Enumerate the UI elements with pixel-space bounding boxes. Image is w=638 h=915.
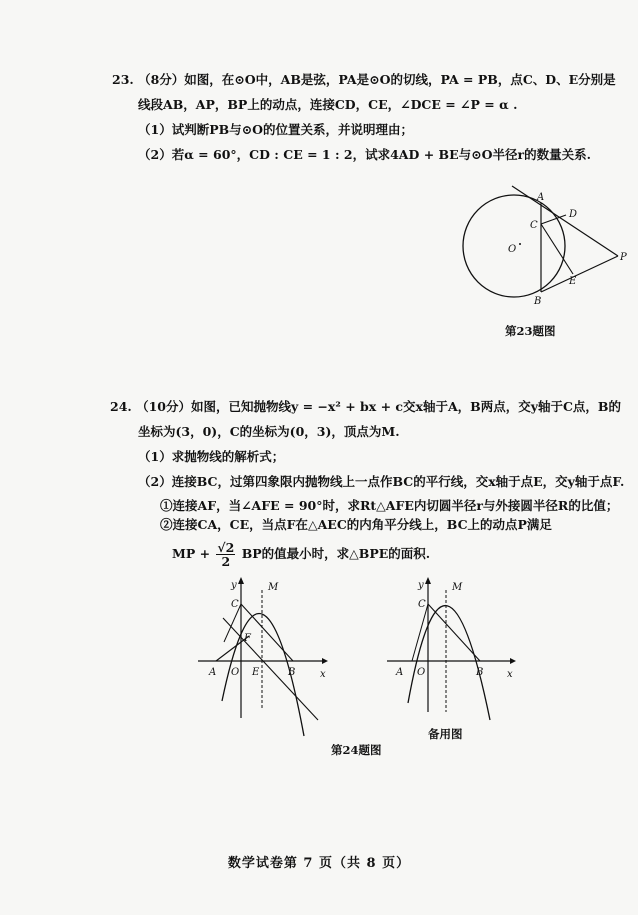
label-x: x <box>320 669 326 680</box>
line-bc <box>428 604 480 661</box>
label-a: A <box>537 192 545 203</box>
q23-part2: （2）若α = 60°，CD : CE = 1 : 2，试求4AD + BE与⊙O半径r的数量关系. <box>138 147 591 162</box>
label-o: O <box>231 667 240 678</box>
q24-sub3-post: BP的值最小时，求△BPE的面积. <box>241 546 431 561</box>
q24-part1: （1）求抛物线的解析式； <box>138 449 285 464</box>
q24-sub3-pre: MP + <box>172 546 211 561</box>
q24-part2: （2）连接BC，过第四象限内抛物线上一点作BC的平行线，交x轴于点E，交y轴于点F. <box>138 474 625 489</box>
label-e: E <box>569 276 577 287</box>
label-b: B <box>534 296 542 307</box>
label-c: C <box>418 599 426 610</box>
label-a: A <box>209 667 217 678</box>
backup-figure-caption: 备用图 <box>428 727 463 741</box>
label-b: B <box>288 667 296 678</box>
label-o: O <box>508 244 517 255</box>
label-b: B <box>476 667 484 678</box>
label-m: M <box>452 582 463 593</box>
y-axis-arrow <box>425 577 431 584</box>
label-e: E <box>252 667 260 678</box>
label-y: y <box>231 580 237 591</box>
x-axis-arrow <box>510 658 516 664</box>
label-a: A <box>396 667 404 678</box>
label-d: D <box>569 209 578 220</box>
q24-text1: （10分）如图，已知抛物线y = −x² + bx + c交x轴于A，B两点，交y轴于C点，B的 <box>136 399 621 414</box>
label-f: F <box>244 633 251 644</box>
label-c: C <box>530 220 538 231</box>
fraction-denominator: 2 <box>221 554 231 569</box>
label-m: M <box>268 582 279 593</box>
parabola <box>408 606 490 720</box>
q24-number: 24. <box>110 399 132 414</box>
q24-sub2: ②连接CA，CE，当点F在△AEC的内角平分线上，BC上的动点P满足 <box>160 517 552 532</box>
q23-line2: 线段AB，AP，BP上的动点，连接CD，CE，∠DCE = ∠P = α . <box>138 97 518 112</box>
page-footer: 数学试卷第 7 页（共 8 页） <box>227 856 411 871</box>
label-c: C <box>231 599 239 610</box>
q23-number: 23. <box>112 72 134 87</box>
q23-part1: （1）试判断PB与⊙O的位置关系，并说明理由； <box>138 122 414 137</box>
label-o: O <box>417 667 426 678</box>
label-y: y <box>418 580 424 591</box>
fraction-numerator: √2 <box>217 540 235 555</box>
q24-figure-caption: 第24题图 <box>331 743 382 757</box>
label-x: x <box>507 669 513 680</box>
q23-text1: （8分）如图，在⊙O中，AB是弦，PA是⊙O的切线，PA = PB，点C、D、E分别是 <box>138 72 616 87</box>
q24-sub1: ①连接AF，当∠AFE = 90°时，求Rt△AFE内切圆半径r与外接圆半径R的比值； <box>160 498 619 513</box>
label-p: P <box>620 252 627 263</box>
q23-figure-caption: 第23题图 <box>505 324 556 338</box>
q24-line2: 坐标为(3，0)，C的坐标为(0，3)，顶点为M. <box>138 424 400 439</box>
